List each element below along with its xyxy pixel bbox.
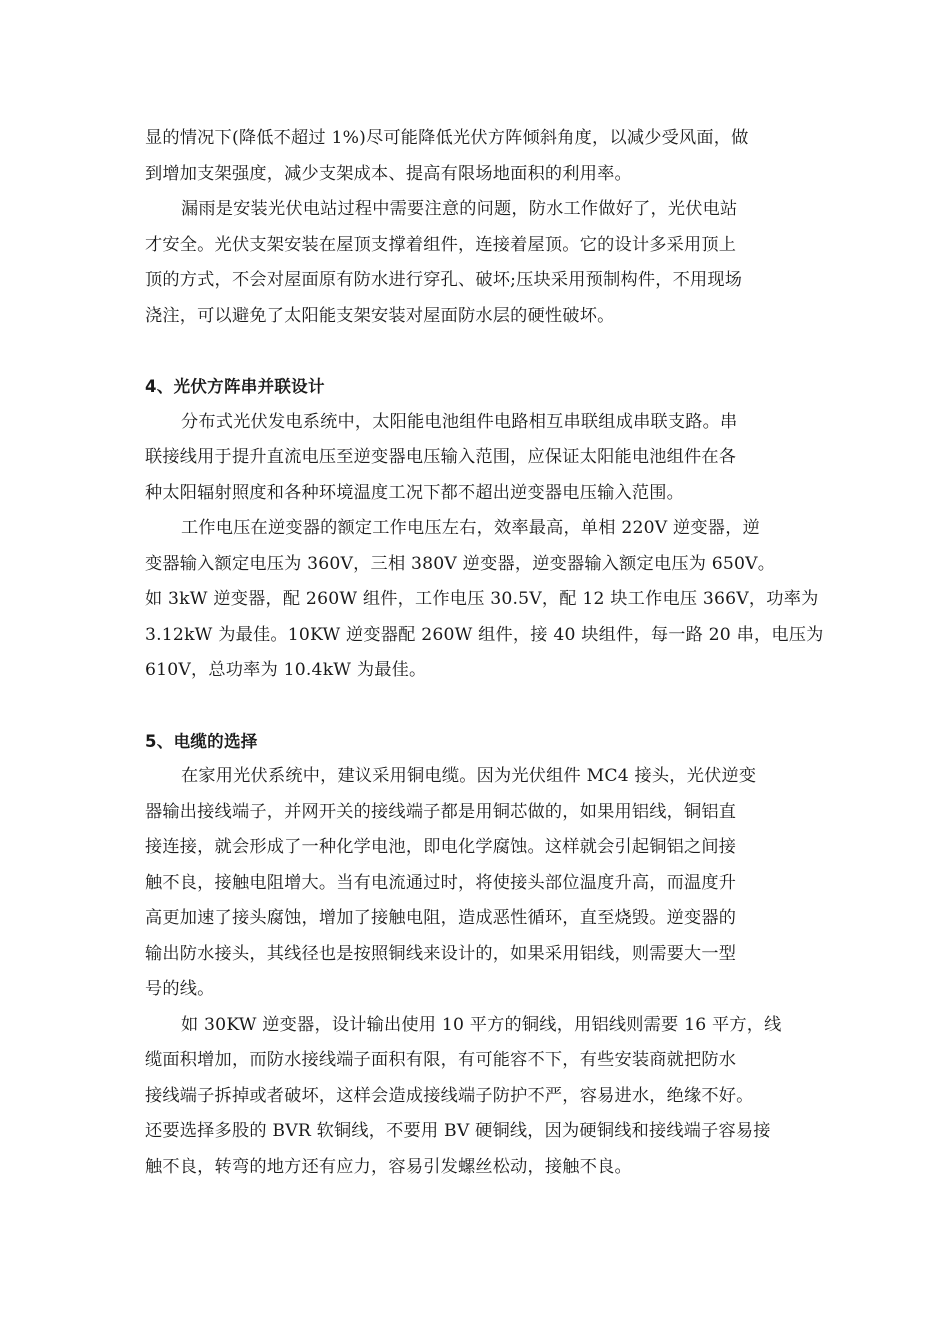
text-line: 变器输入额定电压为 360V，三相 380V 逆变器，逆变器输入额定电压为 650V。 <box>145 553 776 574</box>
section-cable-selection <box>145 724 810 1186</box>
text-line: 号的线。 <box>145 979 215 999</box>
section-gap <box>145 334 810 369</box>
text-line: 在家用光伏系统中，建议采用铜电缆。因为光伏组件 MC4 接头，光伏逆变 <box>181 766 757 786</box>
text-line: 高更加速了接头腐蚀，增加了接触电阻，造成恶性循环，直至烧毁。逆变器的 <box>145 908 737 928</box>
text-line: 才安全。光伏支架安装在屋顶支撑着组件，连接着屋顶。它的设计多采用顶上 <box>145 234 737 255</box>
text-line: 种太阳辐射照度和各种环境温度工况下都不超出逆变器电压输入范围。 <box>145 482 685 503</box>
paragraph <box>145 759 810 1008</box>
text-line: 顶的方式，不会对屋面原有防水进行穿孔、破坏;压块采用预制构件，不用现场 <box>145 270 743 290</box>
text-line: 到增加支架强度，减少支架成本、提高有限场地面积的利用率。 <box>145 163 632 184</box>
paragraph <box>145 121 810 192</box>
text-line: 器输出接线端子，并网开关的接线端子都是用铜芯做的，如果用铝线，铜铝直 <box>145 801 737 822</box>
text-line: 联接线用于提升直流电压至逆变器电压输入范围，应保证太阳能电池组件在各 <box>145 447 737 467</box>
text-line: 工作电压在逆变器的额定工作电压左右，效率最高，单相 220V 逆变器，逆 <box>181 518 760 538</box>
text-line: 漏雨是安装光伏电站过程中需要注意的问题，防水工作做好了，光伏电站 <box>181 199 738 219</box>
text-line: 缆面积增加，而防水接线端子面积有限，有可能容不下，有些安装商就把防水 <box>145 1050 737 1070</box>
section-heading: 4、光伏方阵串并联设计 <box>145 377 325 396</box>
text-line: 输出防水接头，其线径也是按照铜线来设计的，如果采用铝线，则需要大一型 <box>145 943 737 964</box>
text-line: 浇注，可以避免了太阳能支架安装对屋面防水层的硬性破坏。 <box>145 305 615 326</box>
text-line: 接线端子拆掉或者破坏，这样会造成接线端子防护不严，容易进水，绝缘不好。 <box>145 1085 754 1106</box>
text-line: 接连接，就会形成了一种化学电池，即电化学腐蚀。这样就会引起铜铝之间接 <box>145 837 737 857</box>
text-line: 显的情况下(降低不超过 1%)尽可能降低光伏方阵倾斜角度，以减少受风面，做 <box>145 128 749 148</box>
paragraph <box>145 192 810 334</box>
text-line: 610V，总功率为 10.4kW 为最佳。 <box>145 660 427 680</box>
text-line: 如 30KW 逆变器，设计输出使用 10 平方的铜线，用铝线则需要 16 平方，线 <box>181 1014 782 1035</box>
text-line: 还要选择多股的 BVR 软铜线，不要用 BV 硬铜线，因为硬铜线和接线端子容易接 <box>145 1121 771 1141</box>
text-line: 如 3kW 逆变器，配 260W 组件，工作电压 30.5V，配 12 块工作电压 366V，功率为 <box>145 589 819 609</box>
document-page <box>145 121 824 1185</box>
paragraph <box>145 1008 810 1186</box>
text-line: 3.12kW 为最佳。10KW 逆变器配 260W 组件，接 40 块组件，每一路 20 串，电压为 <box>145 624 824 645</box>
text-line: 触不良，转弯的地方还有应力，容易引发螺丝松动，接触不良。 <box>145 1156 632 1177</box>
section-array-design <box>145 369 824 689</box>
text-line: 分布式光伏发电系统中，太阳能电池组件电路相互串联组成串联支路。串 <box>181 411 738 432</box>
paragraph <box>145 405 810 512</box>
section-intro <box>145 121 810 334</box>
paragraph <box>145 511 824 689</box>
section-gap <box>145 689 810 724</box>
text-line: 触不良，接触电阻增大。当有电流通过时，将使接头部位温度升高，而温度升 <box>145 872 737 893</box>
section-heading: 5、电缆的选择 <box>145 731 258 751</box>
